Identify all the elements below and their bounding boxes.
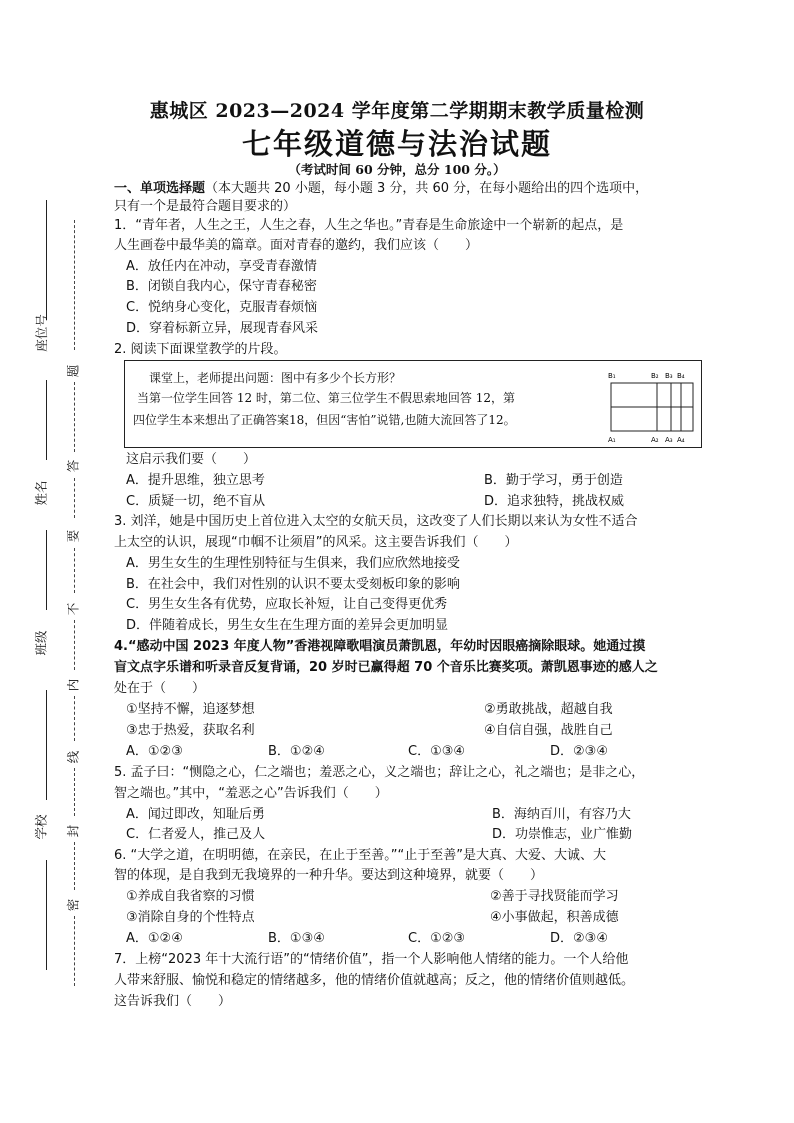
q2-prompt: 这启示我们要（ ） xyxy=(126,452,257,467)
fig-label-a1: A₁ xyxy=(608,436,616,444)
seal-line xyxy=(46,860,47,970)
q4-statement-3: ③忠于热爱，获取名利 xyxy=(126,723,255,738)
q2-option-c: C．质疑一切，绝不盲从 xyxy=(126,494,266,509)
q3-option-c: C．男生女生各有优势，应取长补短，让自己变得更优秀 xyxy=(126,597,448,612)
q4-stem: 4.“感动中国 2023 年度人物”香港视障歌唱演员萧凯恩，年幼时因眼癌摘除眼球。她通过摸 xyxy=(114,639,646,654)
q4-stem-2: 盲文点字乐谱和听录音反复背诵，20 岁时已赢得超 70 个音乐比赛奖项。萧凯恩事迹的感人之 xyxy=(114,660,658,675)
section-intro: （本大题共 20 小题，每小题 3 分，共 60 分，在每小题给出的四个选项中， xyxy=(205,181,649,196)
seal-dashed-line xyxy=(74,548,75,593)
q7-stem: 7．上榜“2023 年十大流行语”的“情绪价值”，指一个人影响他人情绪的能力。一个人给他 xyxy=(114,952,629,967)
fig-label-b1: B₁ xyxy=(608,372,616,380)
seal-line xyxy=(46,690,47,800)
excerpt-line: 课堂上，老师提出问题：图中有多少个长方形？ xyxy=(149,371,402,385)
q1-option-d: D．穿着标新立异，展现青春风采 xyxy=(126,321,319,336)
q1-stem: 1．“青年者，人生之王，人生之春，人生之华也。”青春是生命旅途中一个崭新的起点，是 xyxy=(114,218,624,233)
q4-statement-2: ②勇敢挑战，超越自我 xyxy=(484,702,613,717)
q6-statement-3: ③消除自身的个性特点 xyxy=(126,910,255,925)
section-heading-line xyxy=(114,180,648,198)
q3-option-b: B．在社会中，我们对性别的认识不要太受刻板印象的影响 xyxy=(126,577,460,592)
q7-stem-3: 这告诉我们（ ） xyxy=(114,994,232,1009)
seal-char: 密 xyxy=(65,898,81,912)
q4-statement-1: ①坚持不懈，追逐梦想 xyxy=(126,702,255,717)
q4-stem-3: 处在于（ ） xyxy=(114,681,206,696)
section-heading: 一、单项选择题 xyxy=(114,181,206,196)
q4-option-d: D．②③④ xyxy=(550,744,608,759)
seal-char: 封 xyxy=(65,824,81,838)
q1-option-a: A．放任内在冲动，享受青春激情 xyxy=(126,259,317,274)
fig-label-a2: A₂ xyxy=(651,436,659,444)
q5-option-d: D．功崇惟志，业广惟勤 xyxy=(492,827,633,842)
q5-option-a: A．闻过即改，知耻后勇 xyxy=(126,807,265,822)
q4-statement-4: ④自信自强，战胜自己 xyxy=(484,723,613,738)
fig-label-b4: B₄ xyxy=(677,372,685,380)
seal-dashed-line xyxy=(74,916,75,986)
seal-char: 要 xyxy=(65,529,81,543)
q5-option-b: B．海纳百川，有容乃大 xyxy=(492,807,631,822)
name-label: 姓名 xyxy=(33,480,49,506)
q2-stem: 2. 阅读下面课堂教学的片段。 xyxy=(114,342,287,357)
rectangle-figure xyxy=(607,367,701,445)
q1-option-b: B．闭锁自我内心，保守青春秘密 xyxy=(126,279,317,294)
seal-line xyxy=(46,530,47,610)
school-label: 学校 xyxy=(33,814,49,840)
q5-stem: 5. 孟子曰：“恻隐之心，仁之端也；羞恶之心，义之端也；辞让之心，礼之端也；是非之心， xyxy=(114,765,645,780)
fig-label-b2: B₂ xyxy=(651,372,659,380)
q4-option-b: B．①②④ xyxy=(268,744,325,759)
q5-option-c: C．仁者爱人，推己及人 xyxy=(126,827,266,842)
q6-option-b: B．①③④ xyxy=(268,931,325,946)
q3-option-a: A．男生女生的生理性别特征与生俱来，我们应欣然地接受 xyxy=(126,556,460,571)
seal-char: 答 xyxy=(65,459,81,473)
excerpt-line: 四位学生本来想出了正确答案18，但因“害怕”说错,也随大流回答了12。 xyxy=(133,413,516,427)
fig-label-a3: A₃ xyxy=(665,436,673,444)
q5-stem-2: 智之端也。”其中，“羞恶之心”告诉我们（ ） xyxy=(114,786,388,801)
seat-label: 座位号 xyxy=(33,314,49,352)
fig-label-a4: A₄ xyxy=(677,436,685,444)
q6-statement-1: ①养成自我省察的习惯 xyxy=(126,889,255,904)
q3-stem: 3. 刘洋，她是中国历史上首位进入太空的女航天员，这改变了人们长期以来认为女性不适合 xyxy=(114,514,638,529)
seal-char: 不 xyxy=(65,602,81,616)
q6-stem: 6. “大学之道，在明明德，在亲民，在止于至善。”“止于至善”是大真、大爱、大诚、大 xyxy=(114,848,606,863)
seal-line xyxy=(46,200,47,320)
q3-stem-2: 上太空的认识，展现“巾帼不让须眉”的风采。这主要告诉我们（ ） xyxy=(114,535,518,550)
seal-char: 线 xyxy=(65,750,81,764)
exam-note: （考试时间 60 分钟，总分 100 分。） xyxy=(288,162,506,177)
section-intro-2: 只有一个是最符合题目要求的） xyxy=(114,199,297,214)
subject-title: 七年级道德与法治试题 xyxy=(241,127,552,161)
q1-option-c: C．悦纳身心变化，克服青春烦恼 xyxy=(126,300,318,315)
q6-stem-2: 智的体现，是自我到无我境界的一种升华。要达到这种境界，就要（ ） xyxy=(114,868,544,883)
q4-option-a: A．①②③ xyxy=(126,744,183,759)
q6-statement-4: ④小事做起，积善成德 xyxy=(490,910,619,925)
seal-dashed-line xyxy=(74,842,75,890)
seal-char: 题 xyxy=(65,364,81,378)
class-label: 班级 xyxy=(33,630,49,656)
seal-line xyxy=(46,380,47,460)
excerpt-line: 当第一位学生回答 12 时，第二位、第三位学生不假思索地回答 12，第 xyxy=(137,391,515,405)
q6-option-a: A．①②④ xyxy=(126,931,183,946)
q2-option-b: B．勤于学习，勇于创造 xyxy=(484,473,623,488)
seal-dashed-line xyxy=(74,696,75,741)
fig-label-b3: B₃ xyxy=(665,372,673,380)
q4-option-c: C．①③④ xyxy=(408,744,466,759)
seal-char: 内 xyxy=(65,678,81,692)
q3-option-d: D．伴随着成长，男生女生在生理方面的差异会更加明显 xyxy=(126,618,449,633)
classroom-excerpt-box xyxy=(124,360,702,448)
seal-dashed-line xyxy=(74,220,75,350)
q6-option-d: D．②③④ xyxy=(550,931,608,946)
q6-statement-2: ②善于寻找贤能而学习 xyxy=(490,889,619,904)
q7-stem-2: 人带来舒服、愉悦和稳定的情绪越多，他的情绪价值就越高；反之，他的情绪价值则越低。 xyxy=(114,973,635,988)
q6-option-c: C．①②③ xyxy=(408,931,466,946)
q2-option-d: D．追求独特，挑战权威 xyxy=(484,494,625,509)
seal-dashed-line xyxy=(74,382,75,452)
q2-option-a: A．提升思维，独立思考 xyxy=(126,473,265,488)
seal-dashed-line xyxy=(74,768,75,816)
exam-title: 惠城区 2023—2024 学年度第二学期期末教学质量检测 xyxy=(149,100,645,122)
seal-dashed-line xyxy=(74,620,75,670)
seal-dashed-line xyxy=(74,478,75,518)
q1-stem-2: 人生画卷中最华美的篇章。面对青春的邀约，我们应该（ ） xyxy=(114,238,479,253)
